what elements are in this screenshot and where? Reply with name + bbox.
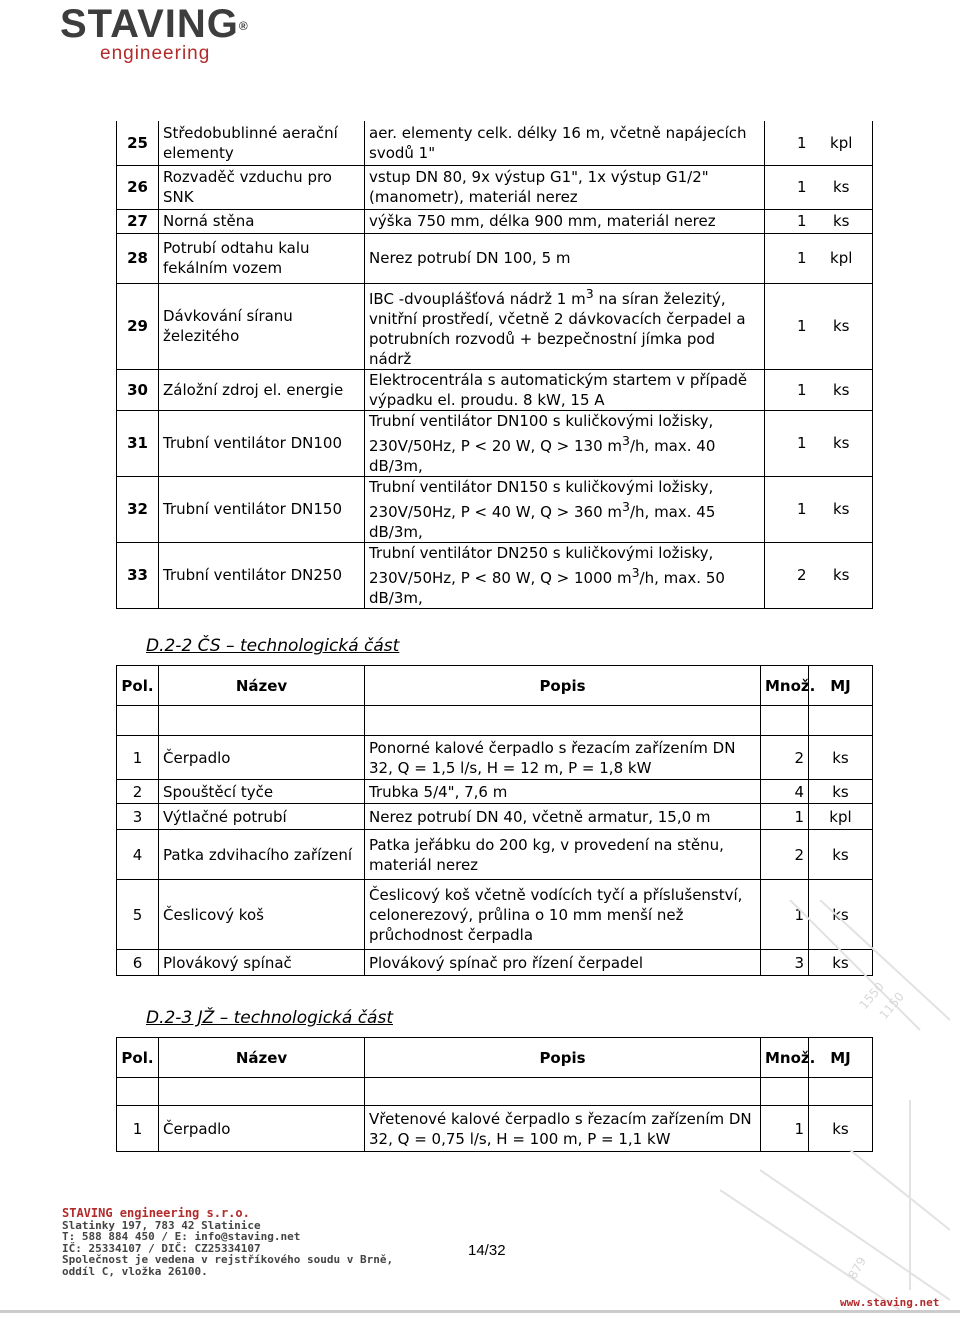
row-unit: ks — [809, 880, 873, 950]
row-description: Česlicový koš včetně vodících tyčí a příslušenství, celonerezový, průlina o 10 mm menší než průchodnost čerpadla — [365, 880, 761, 950]
row-name: Rozvaděč vzduchu pro SNK — [159, 165, 365, 209]
header-mj: MJ — [809, 666, 873, 706]
table-row — [117, 804, 873, 830]
row-unit: ks — [811, 369, 873, 410]
row-unit: ks — [809, 1106, 873, 1152]
drawing-mark: 1550 — [856, 979, 887, 1012]
row-number: 1 — [117, 736, 159, 780]
table-row — [117, 410, 873, 476]
row-unit: ks — [809, 736, 873, 780]
row-quantity: 1 — [765, 165, 811, 209]
row-number: 2 — [117, 780, 159, 804]
row-name: Norná stěna — [159, 209, 365, 233]
table-row — [117, 369, 873, 410]
row-description: Vřetenové kalové čerpadlo s řezacím zařízením DN 32, Q = 0,75 l/s, H = 100 m, P = 1,1 kW — [365, 1106, 761, 1152]
row-unit: ks — [811, 283, 873, 369]
items-table-1 — [116, 121, 873, 609]
row-unit: ks — [809, 950, 873, 976]
row-name: Středobublinné aerační elementy — [159, 121, 365, 165]
row-quantity: 1 — [765, 283, 811, 369]
table-row — [117, 209, 873, 233]
table-row — [117, 165, 873, 209]
section-title-jz: D.2-3 JŽ – technologická část — [146, 1008, 393, 1028]
footer-address: Slatinky 197, 783 42 Slatinice — [62, 1218, 261, 1232]
row-number: 32 — [117, 476, 159, 542]
footer-company: STAVING engineering s.r.o. — [62, 1206, 250, 1220]
row-description: Elektrocentrála s automatickým startem v případě výpadku el. proudu. 8 kW, 15 A — [365, 369, 765, 410]
row-description: IBC -dvouplášťová nádrž 1 $m^3$ na síran železitý, vnitřní prostředí, včetně 2 dávkovacích čerpadel a potrubních rozvodů + bezpečnostní jímka pod nádrž — [365, 283, 765, 369]
spacer-row — [117, 706, 873, 736]
table-row — [117, 736, 873, 780]
row-name: Čerpadlo — [159, 736, 365, 780]
header-mnoz: Množ. — [761, 666, 809, 706]
drawing-mark: 1150 — [876, 989, 907, 1022]
row-number: 3 — [117, 804, 159, 830]
row-quantity: 1 — [765, 476, 811, 542]
row-quantity: 2 — [761, 830, 809, 880]
table-row — [117, 476, 873, 542]
logo-name: STAVING® — [60, 2, 249, 46]
row-description: Nerez potrubí DN 40, včetně armatur, 15,0 m — [365, 804, 761, 830]
row-name: Dávkování síranu železitého — [159, 283, 365, 369]
footer-contact: T: 588 884 450 / E: info@staving.net — [62, 1230, 301, 1243]
header-popis: Popis — [365, 1038, 761, 1078]
header-pol: Pol. — [117, 666, 159, 706]
row-number: 30 — [117, 369, 159, 410]
row-quantity: 2 — [761, 736, 809, 780]
row-description: Trubní ventilátor DN100 s kuličkovými ložisky, 230V/50Hz, P < 20 W, Q > 130 $m^3/h$, max. 40 dB/3m, — [365, 410, 765, 476]
row-description: Trubní ventilátor DN150 s kuličkovými ložisky, 230V/50Hz, P < 40 W, Q > 360 $m^3/h$, max. 45 dB/3m, — [365, 476, 765, 542]
table-row — [117, 542, 873, 608]
row-unit: ks — [809, 780, 873, 804]
header-pol: Pol. — [117, 1038, 159, 1078]
row-name: Potrubí odtahu kalu fekálním vozem — [159, 233, 365, 283]
company-logo — [60, 4, 249, 64]
row-name: Záložní zdroj el. energie — [159, 369, 365, 410]
row-name: Trubní ventilátor DN100 — [159, 410, 365, 476]
row-number: 33 — [117, 542, 159, 608]
footer-ids: IČ: 25334107 / DIČ: CZ25334107 — [62, 1241, 261, 1255]
row-number: 28 — [117, 233, 159, 283]
row-unit: ks — [811, 542, 873, 608]
header-nazev: Název — [159, 666, 365, 706]
row-description: vstup DN 80, 9x výstup G1", 1x výstup G1/2" (manometr), materiál nerez — [365, 165, 765, 209]
table-row — [117, 830, 873, 880]
row-quantity: 1 — [765, 410, 811, 476]
row-number: 27 — [117, 209, 159, 233]
row-unit: ks — [811, 209, 873, 233]
website-link[interactable]: www.staving.net — [840, 1296, 940, 1309]
row-name: Trubní ventilátor DN150 — [159, 476, 365, 542]
row-unit: ks — [811, 476, 873, 542]
drawing-mark: 879 — [845, 1254, 870, 1282]
row-unit: kpl — [809, 804, 873, 830]
footer-line — [0, 1310, 960, 1313]
footer-company-info — [62, 1208, 393, 1277]
row-name: Spouštěcí tyče — [159, 780, 365, 804]
page-number: 14/32 — [468, 1242, 506, 1259]
row-description: Nerez potrubí DN 100, 5 m — [365, 233, 765, 283]
footer-registry: Společnost je vedena v rejstříkového soudu v Brně, — [62, 1253, 394, 1266]
table-row — [117, 121, 873, 165]
row-number: 29 — [117, 283, 159, 369]
row-unit: ks — [811, 165, 873, 209]
row-description: Ponorné kalové čerpadlo s řezacím zařízením DN 32, Q = 1,5 l/s, H = 12 m, P = 1,8 kW — [365, 736, 761, 780]
row-name: Plovákový spínač — [159, 950, 365, 976]
row-name: Výtlačné potrubí — [159, 804, 365, 830]
row-description: Patka jeřábku do 200 kg, v provedení na stěnu, materiál nerez — [365, 830, 761, 880]
row-name: Trubní ventilátor DN250 — [159, 542, 365, 608]
row-number: 4 — [117, 830, 159, 880]
row-number: 1 — [117, 1106, 159, 1152]
header-popis: Popis — [365, 666, 761, 706]
row-quantity: 1 — [765, 209, 811, 233]
row-number: 5 — [117, 880, 159, 950]
row-quantity: 1 — [761, 804, 809, 830]
row-quantity: 3 — [761, 950, 809, 976]
header-mnoz: Množ. — [761, 1038, 809, 1078]
background-drawing — [660, 900, 950, 1310]
header-mj: MJ — [809, 1038, 873, 1078]
table-row — [117, 233, 873, 283]
row-name: Patka zdvihacího zařízení — [159, 830, 365, 880]
row-quantity: 1 — [761, 880, 809, 950]
footer-registry-2: oddíl C, vložka 26100. — [62, 1264, 208, 1278]
row-description: aer. elementy celk. délky 16 m, včetně napájecích svodů 1" — [365, 121, 765, 165]
row-quantity: 1 — [765, 121, 811, 165]
row-quantity: 1 — [765, 233, 811, 283]
row-description: Plovákový spínač pro řízení čerpadel — [365, 950, 761, 976]
header-nazev: Název — [159, 1038, 365, 1078]
row-quantity: 4 — [761, 780, 809, 804]
section-title-cs: D.2-2 ČS – technologická část — [146, 636, 400, 656]
row-description: Trubní ventilátor DN250 s kuličkovými ložisky, 230V/50Hz, P < 80 W, Q > 1000 $m^3/h$, max. 50 dB/3m, — [365, 542, 765, 608]
table-row — [117, 283, 873, 369]
row-quantity: 1 — [761, 1106, 809, 1152]
row-unit: ks — [811, 410, 873, 476]
row-name: Česlicový koš — [159, 880, 365, 950]
row-unit: kpl — [811, 233, 873, 283]
row-unit: ks — [809, 830, 873, 880]
table-row — [117, 780, 873, 804]
row-description: Trubka 5/4", 7,6 m — [365, 780, 761, 804]
row-number: 25 — [117, 121, 159, 165]
row-unit: kpl — [811, 121, 873, 165]
row-quantity: 2 — [765, 542, 811, 608]
row-description: výška 750 mm, délka 900 mm, materiál nerez — [365, 209, 765, 233]
logo-subtitle: engineering — [100, 43, 211, 64]
row-number: 6 — [117, 950, 159, 976]
row-number: 26 — [117, 165, 159, 209]
table-header-row — [117, 666, 873, 706]
row-number: 31 — [117, 410, 159, 476]
row-name: Čerpadlo — [159, 1106, 365, 1152]
row-quantity: 1 — [765, 369, 811, 410]
